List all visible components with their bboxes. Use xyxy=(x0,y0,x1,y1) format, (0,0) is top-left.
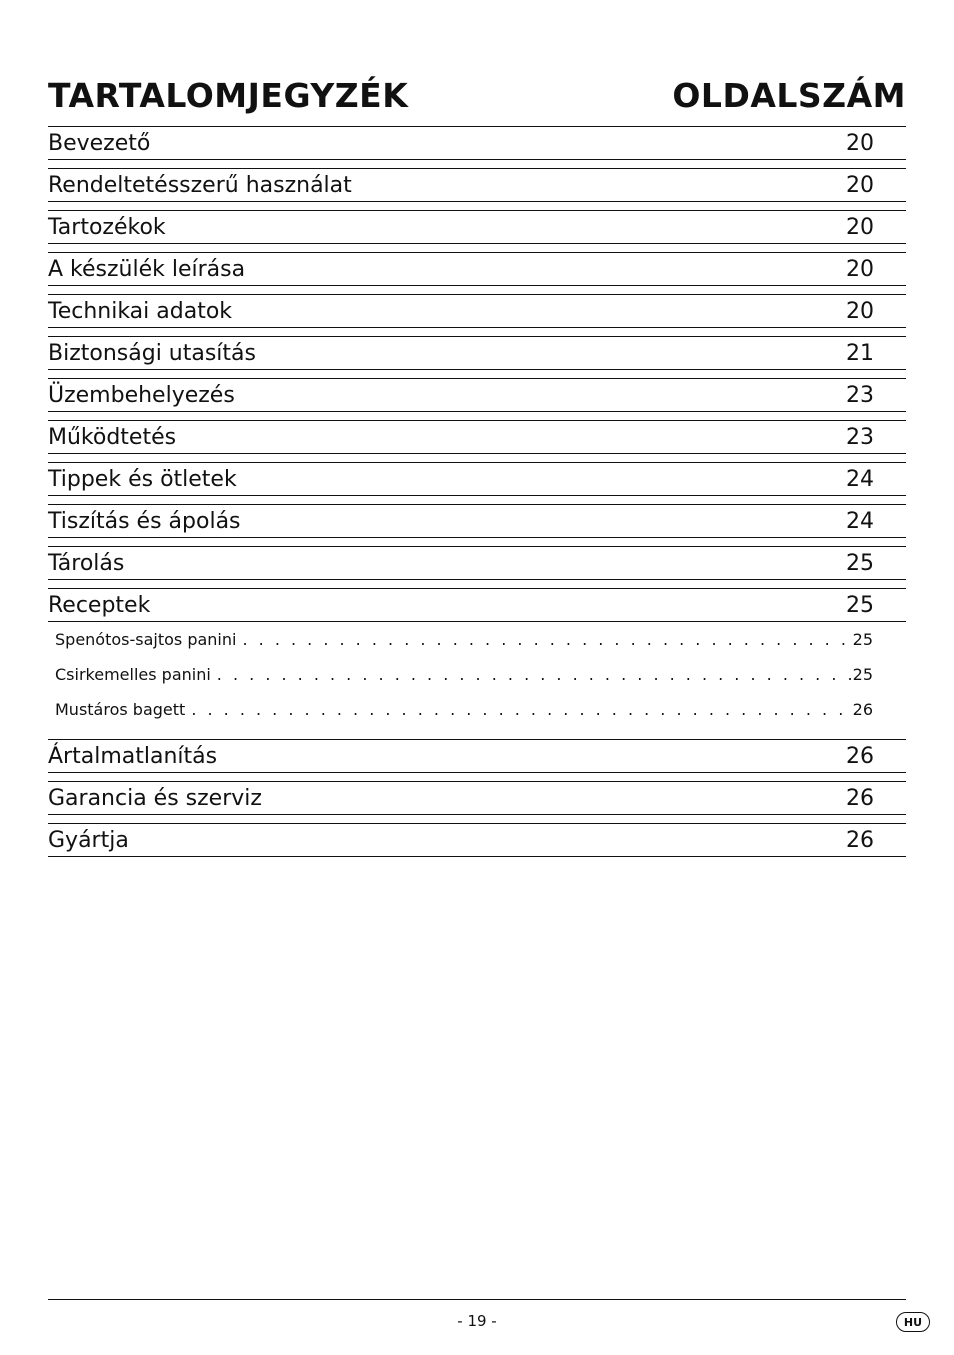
toc-entry-label: Biztonsági utasítás xyxy=(48,340,256,366)
toc-subentry-page: 25 xyxy=(852,630,873,649)
toc-entry-receptek[interactable] xyxy=(48,588,906,622)
toc-entry-label: Tiszítás és ápolás xyxy=(48,508,241,534)
toc-entry-page: 25 xyxy=(846,592,874,618)
toc-entry-label: Bevezető xyxy=(48,130,151,156)
toc-entry-tippek-es-otletek[interactable] xyxy=(48,462,906,496)
toc-entry-label: Rendeltetésszerű használat xyxy=(48,172,352,198)
toc-entry-page: 20 xyxy=(846,214,874,240)
toc-entry-gyartja[interactable] xyxy=(48,823,906,857)
toc-subentry-label: Csirkemelles panini xyxy=(55,665,211,684)
toc-entry-label: Tartozékok xyxy=(48,214,166,240)
toc-entry-label: Garancia és szerviz xyxy=(48,785,262,811)
toc-entry-page: 24 xyxy=(846,466,874,492)
toc-subentry-page: 26 xyxy=(852,700,873,719)
toc-entry-page: 24 xyxy=(846,508,874,534)
language-badge: HU xyxy=(896,1312,930,1332)
toc-entry-label: Tárolás xyxy=(48,550,125,576)
toc-header xyxy=(48,68,906,115)
toc-title: TARTALOMJEGYZÉK xyxy=(48,76,409,115)
toc-entry-biztonsagi-utasitas[interactable] xyxy=(48,336,906,370)
toc-entry-page: 20 xyxy=(846,298,874,324)
receptek-subentries xyxy=(48,622,906,731)
toc-entry-keszulek-leirasa[interactable] xyxy=(48,252,906,286)
toc-subentry-spenotos-sajtos-panini[interactable] xyxy=(48,622,906,657)
toc-subentry-mustaros-bagett[interactable] xyxy=(48,692,906,727)
toc-entry-label: Tippek és ötletek xyxy=(48,466,237,492)
toc-subentry-label: Spenótos-sajtos panini xyxy=(55,630,237,649)
page-number: - 19 - xyxy=(457,1312,497,1330)
toc-entry-page: 23 xyxy=(846,424,874,450)
dot-leader xyxy=(242,630,850,649)
toc-entry-tiszitas-es-apolas[interactable] xyxy=(48,504,906,538)
toc-entry-label: Receptek xyxy=(48,592,151,618)
page-number-column-title: OLDALSZÁM xyxy=(672,76,906,115)
table-of-contents xyxy=(48,126,906,865)
toc-entry-page: 25 xyxy=(846,550,874,576)
toc-entry-label: A készülék leírása xyxy=(48,256,246,282)
toc-entry-label: Ártalmatlanítás xyxy=(48,743,218,769)
toc-entry-page: 21 xyxy=(846,340,874,366)
toc-subentry-label: Mustáros bagett xyxy=(55,700,186,719)
toc-entry-label: Gyártja xyxy=(48,827,129,853)
toc-entry-page: 23 xyxy=(846,382,874,408)
dot-leader xyxy=(191,700,850,719)
toc-entry-rendeltetesszeru-hasznalat[interactable] xyxy=(48,168,906,202)
toc-entry-page: 20 xyxy=(846,130,874,156)
toc-entry-label: Üzembehelyezés xyxy=(48,382,235,408)
toc-entry-page: 26 xyxy=(846,785,874,811)
toc-subentry-csirkemelles-panini[interactable] xyxy=(48,657,906,692)
toc-entry-mukodtetes[interactable] xyxy=(48,420,906,454)
footer-divider xyxy=(48,1299,906,1300)
toc-entry-bevezeto[interactable] xyxy=(48,126,906,160)
toc-entry-uzembehelyezes[interactable] xyxy=(48,378,906,412)
toc-entry-page: 20 xyxy=(846,256,874,282)
dot-leader xyxy=(217,665,851,684)
toc-entry-page: 26 xyxy=(846,827,874,853)
toc-entry-label: Működtetés xyxy=(48,424,177,450)
toc-entry-tarolas[interactable] xyxy=(48,546,906,580)
toc-entry-label: Technikai adatok xyxy=(48,298,233,324)
toc-entry-artalmatlanitas[interactable] xyxy=(48,739,906,773)
toc-entry-technikai-adatok[interactable] xyxy=(48,294,906,328)
toc-entry-page: 20 xyxy=(846,172,874,198)
toc-entry-tartozekok[interactable] xyxy=(48,210,906,244)
toc-entry-garancia-es-szerviz[interactable] xyxy=(48,781,906,815)
toc-entry-page: 26 xyxy=(846,743,874,769)
toc-subentry-page: 25 xyxy=(852,665,873,684)
